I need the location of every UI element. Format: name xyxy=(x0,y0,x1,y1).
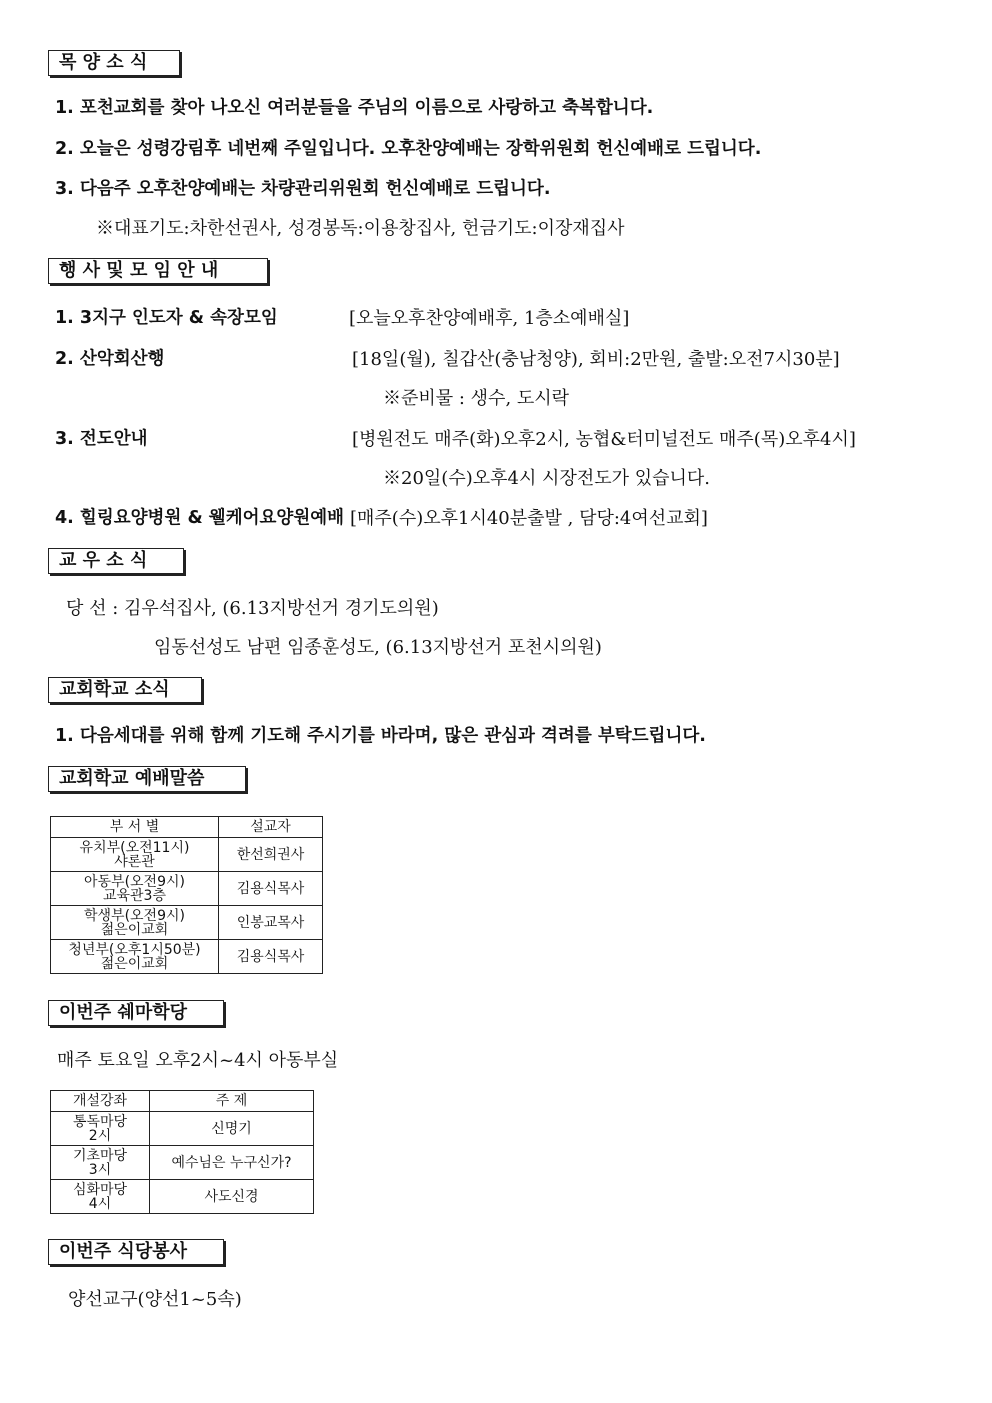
school-item-1: 1. 다음세대를 위해 함께 기도해 주시기를 바라며, 많은 관심과 격려를 부탁드립니다. xyxy=(55,726,706,746)
sermon-table xyxy=(50,816,323,974)
section-header-kitchen: 이번주 식당봉사 xyxy=(48,1239,224,1265)
event-title-4: 4. 힐링요양병원 & 웰케어요양원예배 xyxy=(55,508,345,528)
shema-schedule: 매주 토요일 오후2시~4시 아동부실 xyxy=(57,1050,339,1071)
sermon-preacher-cell: 인봉교목사 xyxy=(219,906,323,940)
shema-topic-cell: 신명기 xyxy=(150,1112,314,1146)
sermon-col-preacher: 설교자 xyxy=(219,817,323,838)
section-header-sermon: 교회학교 예배말씀 xyxy=(48,766,246,792)
members-line-2: 임동선성도 남편 임종훈성도, (6.13지방선거 포천시의원) xyxy=(154,637,602,658)
shema-course-cell: 기초마당 3시 xyxy=(51,1146,150,1180)
section-header-shema: 이번주 쉐마학당 xyxy=(48,1000,224,1026)
event-detail-2: [18일(월), 칠갑산(충남청양), 회비:2만원, 출발:오전7시30분] xyxy=(352,349,840,370)
shema-course-cell: 심화마당 4시 xyxy=(51,1180,150,1214)
news-item-2: 2. 오늘은 성령강림후 네번째 주일입니다. 오후찬양예배는 장학위원회 헌신예배로 드립니다. xyxy=(55,139,762,159)
section-header-members: 교 우 소 식 xyxy=(48,548,184,574)
sermon-dept-cell: 청년부(오후1시50분) 젊은이교회 xyxy=(51,940,219,974)
event-title-1: 1. 3지구 인도자 & 속장모임 xyxy=(55,308,278,328)
shema-topic-cell: 예수님은 누구신가? xyxy=(150,1146,314,1180)
shema-col-topic: 주 제 xyxy=(150,1091,314,1112)
sermon-preacher-cell: 김용식목사 xyxy=(219,872,323,906)
event-detail-1: [오늘오후찬양예배후, 1층소예배실] xyxy=(349,308,630,329)
event-detail-4: [매주(수)오후1시40분출발 , 담당:4여선교회] xyxy=(350,508,708,529)
section-header-school: 교회학교 소식 xyxy=(48,677,202,703)
members-line-1: 당 선 : 김우석집사, (6.13지방선거 경기도의원) xyxy=(66,598,439,619)
shema-course-cell: 통독마당 2시 xyxy=(51,1112,150,1146)
sermon-dept-cell: 학생부(오전9시) 젊은이교회 xyxy=(51,906,219,940)
sermon-dept-cell: 유치부(오전11시) 샤론관 xyxy=(51,838,219,872)
shema-topic-cell: 사도신경 xyxy=(150,1180,314,1214)
event-title-2: 2. 산악회산행 xyxy=(55,349,165,369)
shema-table xyxy=(50,1090,314,1214)
sermon-preacher-cell: 김용식목사 xyxy=(219,940,323,974)
section-header-events: 행 사 및 모 임 안 내 xyxy=(48,258,268,284)
event-title-3: 3. 전도안내 xyxy=(55,429,148,449)
event-detail-3: [병원전도 매주(화)오후2시, 농협&터미널전도 매주(목)오후4시] xyxy=(352,429,856,450)
shema-col-course: 개설강좌 xyxy=(51,1091,150,1112)
section-header-news: 목 양 소 식 xyxy=(48,50,180,76)
sermon-dept-cell: 아동부(오전9시) 교육관3층 xyxy=(51,872,219,906)
sermon-preacher-cell: 한선희권사 xyxy=(219,838,323,872)
news-note: ※대표기도:차한선권사, 성경봉독:이용창집사, 헌금기도:이장재집사 xyxy=(96,218,625,239)
sermon-col-dept: 부 서 별 xyxy=(51,817,219,838)
kitchen-text: 양선교구(양선1~5속) xyxy=(68,1289,242,1310)
event-note-2: ※준비물 : 생수, 도시락 xyxy=(383,388,570,409)
news-item-1: 1. 포천교회를 찾아 나오신 여러분들을 주님의 이름으로 사랑하고 축복합니다. xyxy=(55,98,654,118)
event-note-3: ※20일(수)오후4시 시장전도가 있습니다. xyxy=(383,468,710,489)
news-item-3: 3. 다음주 오후찬양예배는 차량관리위원회 헌신예배로 드립니다. xyxy=(55,179,551,199)
